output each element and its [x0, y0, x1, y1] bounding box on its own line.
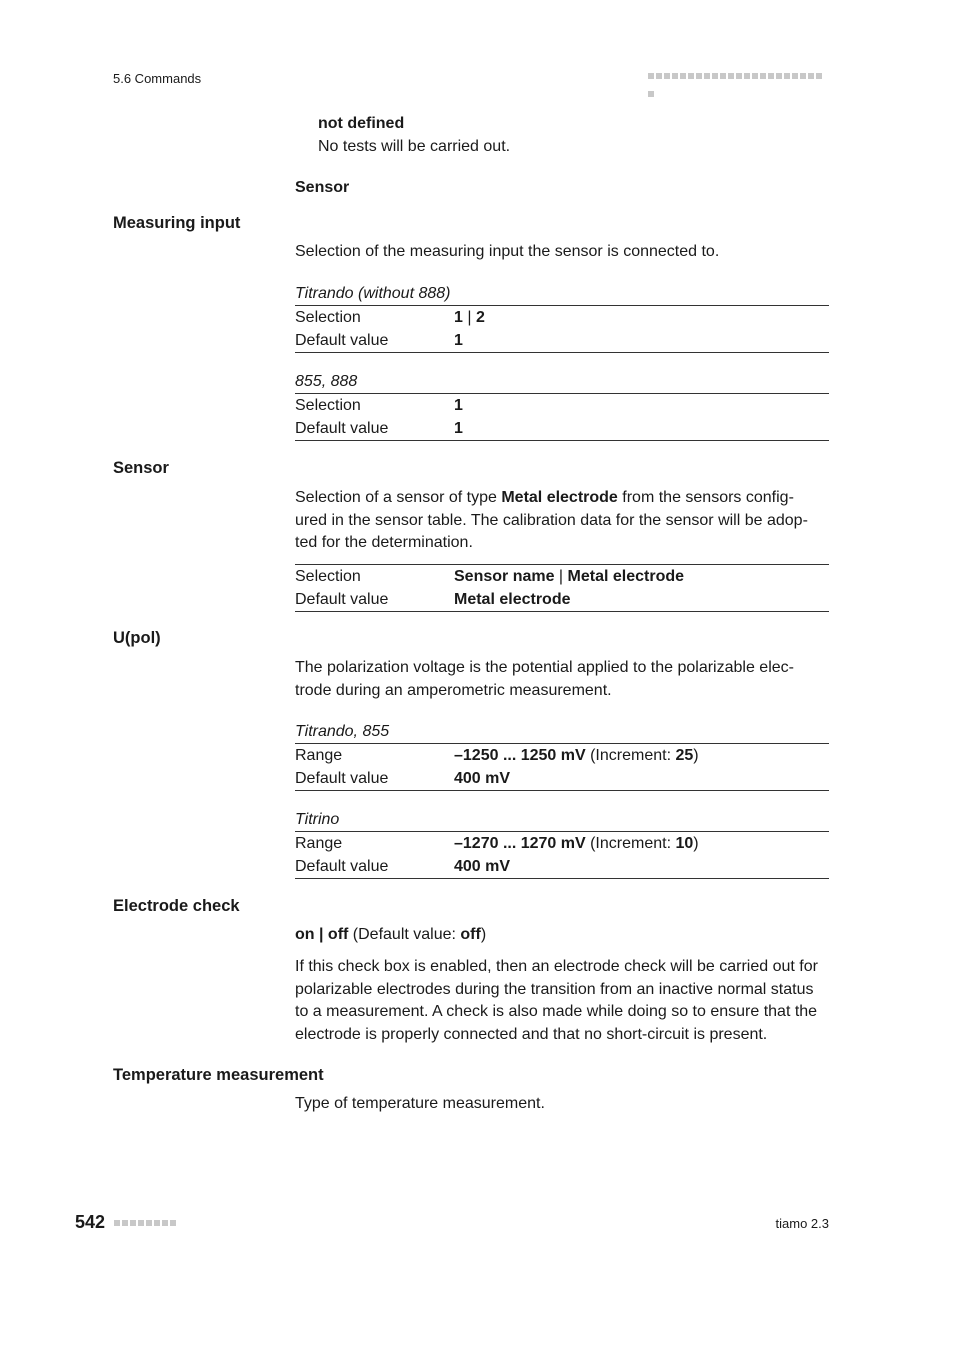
table-caption: 855, 888 [295, 373, 358, 390]
row-value: Sensor name | Metal electrode [454, 568, 685, 585]
row-value: Metal electrode [454, 591, 571, 608]
table-caption: Titrando (without 888) [295, 285, 451, 302]
row-key: Default value [295, 420, 389, 437]
running-header: 5.6 Commands [113, 71, 202, 86]
header-decoration [648, 73, 829, 81]
not-defined-text: No tests will be carried out. [318, 138, 511, 155]
table-caption: Titrino [295, 811, 340, 828]
sensor-description: Selection of a sensor of type Metal electrode from the sensors config- ured in the sensor table. The calibration data for the sensor will be adop- ted for the determination. [295, 489, 808, 551]
row-key: Default value [295, 591, 389, 608]
electrode-check-heading: Electrode check [113, 897, 240, 915]
table-row [295, 767, 829, 791]
table-row [295, 306, 829, 330]
measuring-input-heading: Measuring input [113, 214, 241, 232]
row-key: Default value [295, 770, 389, 787]
row-value: –1250 ... 1250 mV (Increment: 25) [454, 747, 699, 764]
table-caption: Titrando, 855 [295, 723, 390, 740]
sensor-heading: Sensor [113, 459, 169, 477]
measuring-input-table-855 [295, 371, 829, 441]
table-row [295, 329, 829, 353]
row-value: 1 [454, 397, 463, 414]
row-key: Selection [295, 397, 361, 414]
row-value: 1 [454, 420, 463, 437]
upol-heading: U(pol) [113, 629, 161, 647]
upol-table-titrando [295, 721, 829, 791]
temperature-heading: Temperature measurement [113, 1066, 324, 1084]
table-row [295, 588, 829, 612]
table-row [295, 417, 829, 441]
page-number: 542 [75, 1212, 106, 1232]
table-row [295, 565, 829, 589]
measuring-input-description: Selection of the measuring input the sensor is connected to. [295, 243, 720, 260]
measuring-input-table-titrando [295, 283, 829, 353]
row-value: –1270 ... 1270 mV (Increment: 10) [454, 835, 699, 852]
electrode-check-description: If this check box is enabled, then an electrode check will be carried out for polarizable electrodes during the transition from an inactive normal status to a measurement. A check is also made while doing so to ensure that the electrode is properly connected and that no short-circuit is present. [295, 958, 818, 1043]
upol-description: The polarization voltage is the potential applied to the polarizable elec- trode during an amperometric measurement. [295, 659, 794, 699]
table-row [295, 832, 829, 856]
electrode-check-options: on | off (Default value: off) [295, 926, 487, 943]
row-key: Selection [295, 568, 361, 585]
row-value: 1 [454, 332, 463, 349]
row-key: Range [295, 747, 343, 764]
not-defined-title: not defined [318, 115, 405, 132]
row-key: Range [295, 835, 343, 852]
row-key: Default value [295, 332, 389, 349]
footer-product: tiamo 2.3 [775, 1216, 829, 1231]
footer-decoration [114, 1220, 178, 1238]
table-row [295, 744, 829, 768]
sensor-group-heading: Sensor [295, 179, 350, 196]
sensor-table [295, 564, 829, 612]
row-value: 400 mV [454, 770, 511, 787]
row-value: 1 | 2 [454, 309, 485, 326]
row-value: 400 mV [454, 858, 511, 875]
table-row [295, 855, 829, 879]
row-key: Selection [295, 309, 361, 326]
temperature-description: Type of temperature measurement. [295, 1095, 545, 1112]
upol-table-titrino [295, 809, 829, 879]
row-key: Default value [295, 858, 389, 875]
table-row [295, 394, 829, 418]
